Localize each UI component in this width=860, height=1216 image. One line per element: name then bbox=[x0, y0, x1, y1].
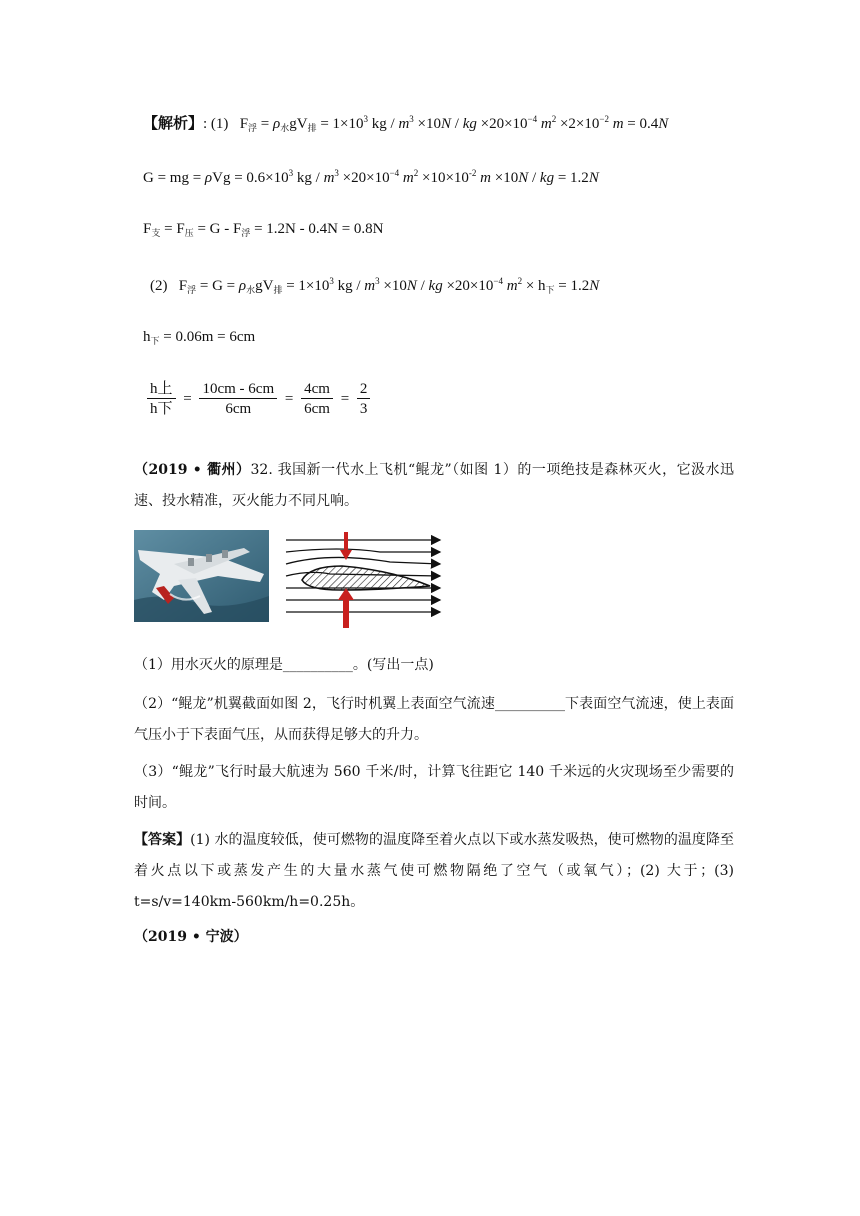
question-source: （2019 • 衢州） bbox=[134, 462, 251, 478]
answer-text: (1) 水的温度较低，使可燃物的温度降至着火点以下或水蒸发吸热，使可燃物的温度降至着火点以下或蒸发产生的大量水蒸气使可燃物隔绝了空气（或氧气）；(2) 大于；(3) t=s/v=140km-560km/h=0.25h。 bbox=[134, 832, 735, 910]
fraction-ratio: $\frac{\text{h上}}{\text{h下}}$ bbox=[147, 380, 176, 419]
analysis-line-6: $\frac{\text{h上}}{\text{h下}}$ = $\frac{10cm - 6cm}{6cm}$ = $\frac{4cm}{6cm}$ = $\frac{2}{3}$ bbox=[143, 380, 374, 419]
wing-section bbox=[302, 566, 430, 590]
analysis-label: 【解析】 bbox=[143, 116, 204, 132]
lift-arrow-up bbox=[338, 588, 354, 628]
answer-label: 【答案】 bbox=[134, 832, 191, 848]
answer-block bbox=[134, 825, 734, 918]
analysis-line-5: $h_下 = 0.06m = 6cm$ bbox=[143, 329, 256, 346]
wing-airflow-diagram bbox=[280, 530, 450, 628]
fraction-result: $\frac{2}{3}$ bbox=[357, 380, 371, 419]
question-part-1: （1）用水灭火的原理是__________。(写出一点) bbox=[134, 657, 434, 673]
analysis-line-2: G = mg = $\rho Vg = 0.6\times 10^3$ kg / $m^3 \times 20\times 10^{-4}$ $m^2 \times 10\times 10^{-2}$ m ×10N / kg = 1.2N bbox=[143, 168, 599, 186]
formula-buoyancy: $F_浮 = \rho_水gV_排 = 1\times 10^3$ kg / $m^3 \times 10N$ / kg $\times 20\times 10^{-4}$ $m^2 \times 2\times 10^{-2}$ m = 0.4N bbox=[232, 114, 669, 133]
question-stem bbox=[134, 455, 734, 517]
fraction-simplified: $\frac{4cm}{6cm}$ bbox=[301, 380, 333, 419]
question-part-3: （3）“鲲龙”飞行时最大航速为 560 千米/时，计算飞往距它 140 千米远的火灾现场至少需要的时间。 bbox=[134, 764, 734, 811]
question-part-2: （2）“鲲龙”机翼截面如图 2，飞行时机翼上表面空气流速__________下表面空气流速，使上表面气压小于下表面气压，从而获得足够大的升力。 bbox=[134, 696, 734, 743]
fraction-difference: $\frac{10cm - 6cm}{6cm}$ bbox=[199, 380, 277, 419]
next-question-source: （2019 • 宁波） bbox=[134, 929, 248, 945]
analysis-line-4: (2) $F_浮 = G = \rho_水gV_排 = 1\times 10^3$ kg / $m^3 \times 10N$ / kg $\times 20\times 10^{-4}$ $m^2 \times h_下 = 1.2N$ bbox=[150, 276, 600, 295]
question-text: 32. 我国新一代水上飞机“鲲龙”（如图 1）的一项绝技是森林灭火，它汲水迅速、投水精准，灭火能力不同凡响。 bbox=[134, 462, 734, 509]
pressure-arrow-down bbox=[340, 532, 352, 560]
seaplane-photo bbox=[134, 530, 269, 622]
analysis-line-1 bbox=[143, 112, 668, 134]
part-number: : (1) bbox=[203, 116, 229, 132]
analysis-line-3: $F_支 = F_压 = G - F_浮 = 1.2N - 0.4N = 0.8N$ bbox=[143, 221, 384, 238]
